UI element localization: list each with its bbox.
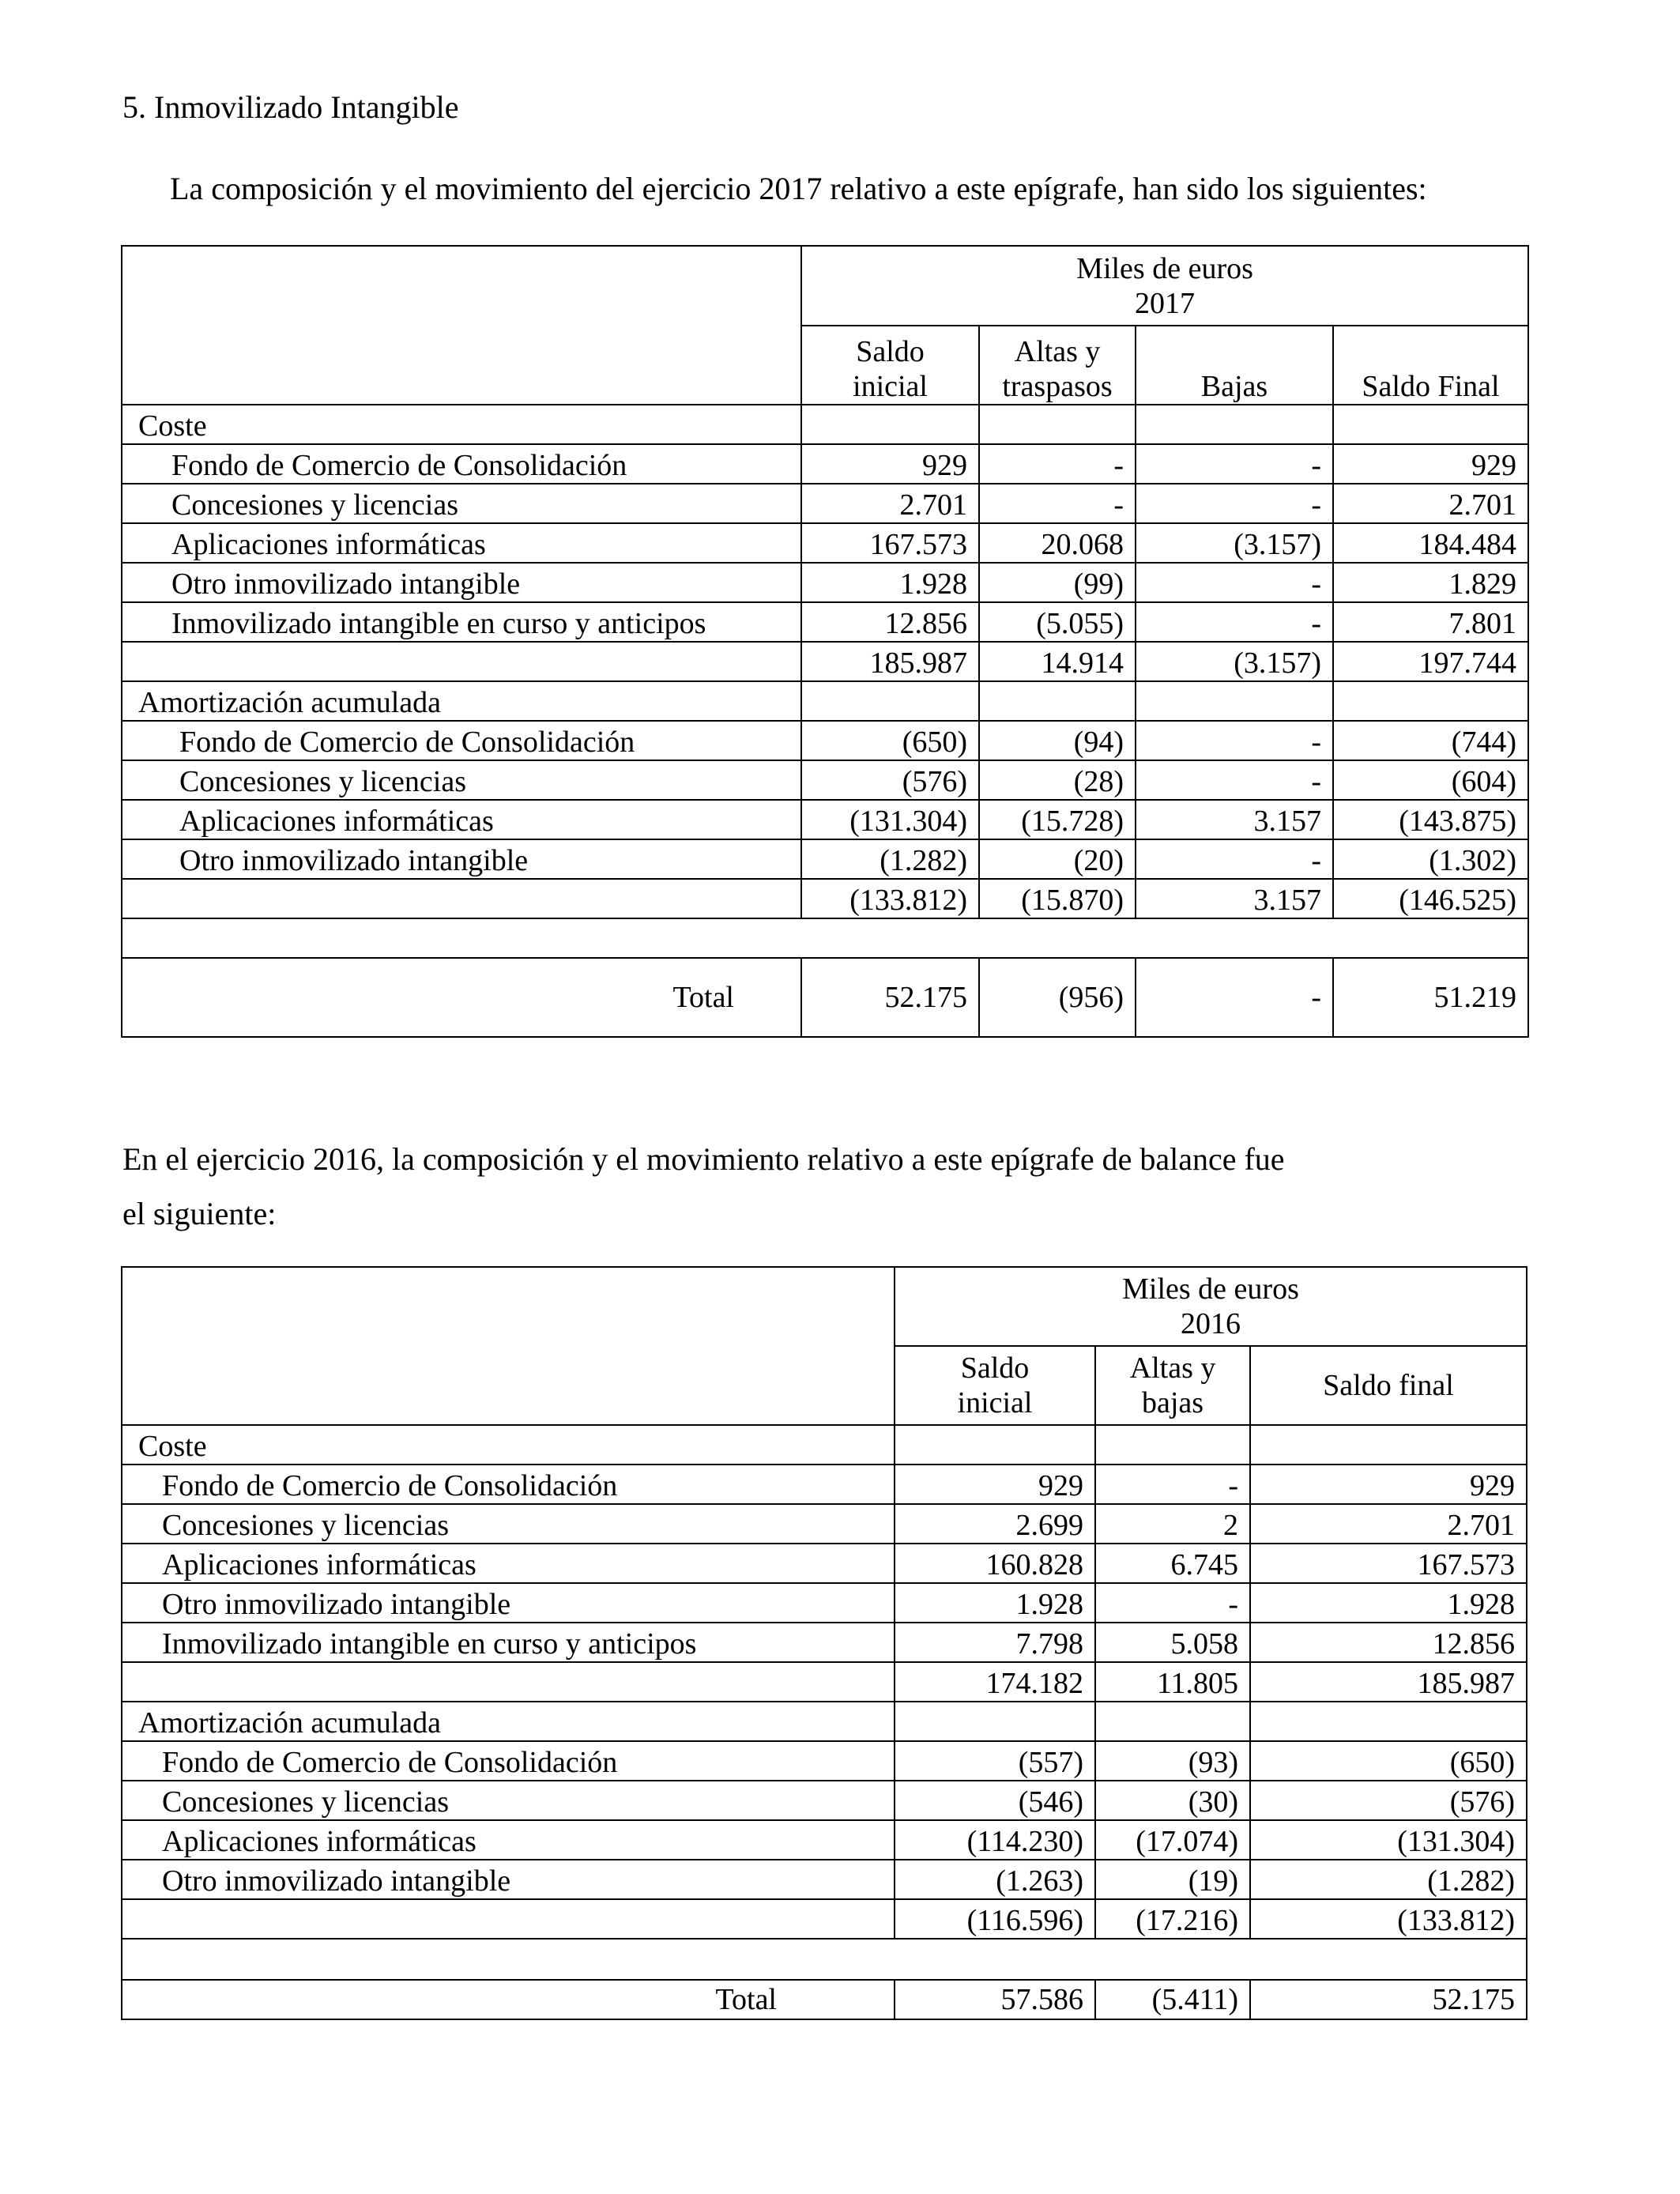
value-cell: 5.058 (1095, 1623, 1250, 1662)
empty-cell (801, 405, 979, 444)
value-cell: 160.828 (895, 1544, 1095, 1583)
value-cell: (19) (1095, 1860, 1250, 1899)
value-cell: (5.411) (1095, 1980, 1250, 2019)
table-row (122, 1583, 1527, 1623)
section-label: Amortización acumulada (122, 1702, 895, 1741)
value-cell: - (1136, 484, 1333, 523)
value-cell: (1.282) (1250, 1860, 1527, 1899)
row-label: Aplicaciones informáticas (122, 523, 801, 563)
column-header-text: traspasos (1002, 370, 1113, 403)
value-cell: 14.914 (979, 642, 1136, 681)
row-label: Fondo de Comercio de Consolidación (122, 1465, 895, 1504)
table-row (122, 760, 1528, 800)
value-cell: 11.805 (1095, 1662, 1250, 1702)
empty-cell (122, 642, 801, 681)
value-cell: - (1136, 721, 1333, 760)
table-row (122, 1544, 1527, 1583)
total-label: Total (122, 958, 801, 1037)
table-row (122, 839, 1528, 879)
section-label: Coste (122, 405, 801, 444)
value-cell: 1.829 (1333, 563, 1528, 602)
empty-cell (979, 681, 1136, 721)
section-row-coste (122, 405, 1528, 444)
empty-cell (895, 1425, 1095, 1465)
value-cell: (3.157) (1136, 523, 1333, 563)
col-header-saldo-inicial (801, 326, 979, 405)
header-unit-year-2017 (801, 246, 1528, 326)
header-blank-cell (122, 1267, 895, 1425)
value-cell: (133.812) (1250, 1899, 1527, 1939)
row-label: Otro inmovilizado intangible (122, 1860, 895, 1899)
value-cell: (114.230) (895, 1820, 1095, 1860)
row-label: Otro inmovilizado intangible (122, 839, 801, 879)
col-header-altas-traspasos (979, 326, 1136, 405)
section-label: Amortización acumulada (122, 681, 801, 721)
unit-label: Miles de euros (1076, 251, 1253, 285)
value-cell: 2 (1095, 1504, 1250, 1544)
column-header-text: inicial (957, 1386, 1033, 1419)
column-header-text: Altas y (1014, 335, 1101, 368)
value-cell: 2.699 (895, 1504, 1095, 1544)
value-cell: 174.182 (895, 1662, 1095, 1702)
col-header-saldo-final (1333, 326, 1528, 405)
col-header-saldo-final (1250, 1346, 1527, 1425)
value-cell: 3.157 (1136, 879, 1333, 918)
intro-paragraph-2016-line1: En el ejercicio 2016, la composición y el movimiento relativo a este epígrafe de balance fue (122, 1141, 1285, 1177)
value-cell: 7.801 (1333, 602, 1528, 642)
value-cell: (17.074) (1095, 1820, 1250, 1860)
value-cell: - (1136, 839, 1333, 879)
row-label: Aplicaciones informáticas (122, 800, 801, 839)
table-row (122, 444, 1528, 484)
empty-cell (1333, 681, 1528, 721)
table-row (122, 1741, 1527, 1781)
header-row-unit (122, 1267, 1527, 1346)
value-cell: 185.987 (801, 642, 979, 681)
column-header-text: Bajas (1200, 370, 1268, 403)
row-label: Otro inmovilizado intangible (122, 563, 801, 602)
col-header-bajas (1136, 326, 1333, 405)
subtotal-row-amortizacion (122, 879, 1528, 918)
empty-row (122, 918, 1528, 958)
value-cell: 57.586 (895, 1980, 1095, 2019)
empty-cell (895, 1702, 1095, 1741)
value-cell: 52.175 (1250, 1980, 1527, 2019)
value-cell: (116.596) (895, 1899, 1095, 1939)
value-cell: 2.701 (1333, 484, 1528, 523)
value-cell: 929 (895, 1465, 1095, 1504)
value-cell: 167.573 (801, 523, 979, 563)
value-cell: 2.701 (801, 484, 979, 523)
table-row (122, 1860, 1527, 1899)
row-label: Fondo de Comercio de Consolidación (122, 721, 801, 760)
unit-label: Miles de euros (1122, 1272, 1299, 1306)
value-cell: 185.987 (1250, 1662, 1527, 1702)
header-blank-cell (122, 246, 801, 405)
col-header-altas-bajas (1095, 1346, 1250, 1425)
value-cell: 929 (1250, 1465, 1527, 1504)
value-cell: 929 (801, 444, 979, 484)
section-row-coste (122, 1425, 1527, 1465)
value-cell: 2.701 (1250, 1504, 1527, 1544)
value-cell: 929 (1333, 444, 1528, 484)
section-row-amortizacion (122, 1702, 1527, 1741)
header-row-unit (122, 246, 1528, 326)
value-cell: (131.304) (801, 800, 979, 839)
header-unit-year-2016 (895, 1267, 1527, 1346)
empty-cell (979, 405, 1136, 444)
empty-cell (122, 1899, 895, 1939)
value-cell: 197.744 (1333, 642, 1528, 681)
value-cell: (557) (895, 1741, 1095, 1781)
value-cell: (143.875) (1333, 800, 1528, 839)
column-header-text: Saldo (960, 1351, 1030, 1385)
column-header-text: Saldo Final (1362, 370, 1500, 403)
value-cell: 7.798 (895, 1623, 1095, 1662)
column-header-text: Saldo (856, 335, 925, 368)
empty-cell (1333, 405, 1528, 444)
value-cell: - (1136, 444, 1333, 484)
row-label: Inmovilizado intangible en curso y anticipos (122, 1623, 895, 1662)
table-row (122, 1465, 1527, 1504)
value-cell: 167.573 (1250, 1544, 1527, 1583)
value-cell: (576) (1250, 1781, 1527, 1820)
value-cell: 3.157 (1136, 800, 1333, 839)
table-row (122, 484, 1528, 523)
value-cell: - (979, 484, 1136, 523)
empty-cell (1136, 681, 1333, 721)
value-cell: - (979, 444, 1136, 484)
table-row (122, 602, 1528, 642)
empty-cell (122, 918, 1528, 958)
value-cell: (956) (979, 958, 1136, 1037)
section-heading: 5. Inmovilizado Intangible (122, 89, 459, 125)
total-row (122, 1980, 1527, 2019)
value-cell: (15.870) (979, 879, 1136, 918)
value-cell: 1.928 (895, 1583, 1095, 1623)
value-cell: (94) (979, 721, 1136, 760)
value-cell: (1.302) (1333, 839, 1528, 879)
empty-cell (1136, 405, 1333, 444)
table-row (122, 721, 1528, 760)
empty-cell (122, 1939, 1527, 1980)
value-cell: - (1136, 563, 1333, 602)
value-cell: 6.745 (1095, 1544, 1250, 1583)
value-cell: (650) (1250, 1741, 1527, 1781)
value-cell: (5.055) (979, 602, 1136, 642)
value-cell: - (1136, 958, 1333, 1037)
value-cell: (1.263) (895, 1860, 1095, 1899)
row-label: Otro inmovilizado intangible (122, 1583, 895, 1623)
value-cell: 52.175 (801, 958, 979, 1037)
value-cell: 12.856 (801, 602, 979, 642)
value-cell: 51.219 (1333, 958, 1528, 1037)
value-cell: (30) (1095, 1781, 1250, 1820)
value-cell: (93) (1095, 1741, 1250, 1781)
value-cell: 12.856 (1250, 1623, 1527, 1662)
row-label: Fondo de Comercio de Consolidación (122, 444, 801, 484)
value-cell: (17.216) (1095, 1899, 1250, 1939)
value-cell: (546) (895, 1781, 1095, 1820)
row-label: Inmovilizado intangible en curso y anticipos (122, 602, 801, 642)
column-header-text: inicial (853, 370, 928, 403)
row-label: Concesiones y licencias (122, 1781, 895, 1820)
total-row (122, 958, 1528, 1037)
value-cell: (604) (1333, 760, 1528, 800)
column-header-text: Saldo final (1323, 1369, 1454, 1402)
value-cell: - (1136, 602, 1333, 642)
empty-cell (122, 879, 801, 918)
empty-cell (1095, 1702, 1250, 1741)
column-header-text: Altas y (1129, 1351, 1216, 1385)
row-label: Aplicaciones informáticas (122, 1544, 895, 1583)
value-cell: (650) (801, 721, 979, 760)
value-cell: (146.525) (1333, 879, 1528, 918)
empty-cell (122, 1662, 895, 1702)
empty-cell (801, 681, 979, 721)
row-label: Concesiones y licencias (122, 484, 801, 523)
table-row (122, 563, 1528, 602)
table-row (122, 1820, 1527, 1860)
table-row (122, 1623, 1527, 1662)
value-cell: (99) (979, 563, 1136, 602)
row-label: Aplicaciones informáticas (122, 1820, 895, 1860)
column-header-text: bajas (1141, 1386, 1204, 1419)
value-cell: (3.157) (1136, 642, 1333, 681)
total-label: Total (122, 1980, 895, 2019)
empty-cell (1095, 1425, 1250, 1465)
section-row-amortizacion (122, 681, 1528, 721)
value-cell: (15.728) (979, 800, 1136, 839)
table-row (122, 800, 1528, 839)
row-label: Concesiones y licencias (122, 1504, 895, 1544)
value-cell: 1.928 (801, 563, 979, 602)
value-cell: - (1136, 760, 1333, 800)
subtotal-row-coste (122, 1662, 1527, 1702)
empty-cell (1250, 1425, 1527, 1465)
value-cell: (133.812) (801, 879, 979, 918)
value-cell: (131.304) (1250, 1820, 1527, 1860)
value-cell: (1.282) (801, 839, 979, 879)
value-cell: (744) (1333, 721, 1528, 760)
col-header-saldo-inicial (895, 1346, 1095, 1425)
value-cell: 20.068 (979, 523, 1136, 563)
value-cell: 1.928 (1250, 1583, 1527, 1623)
value-cell: (20) (979, 839, 1136, 879)
table-row (122, 1504, 1527, 1544)
empty-cell (1250, 1702, 1527, 1741)
empty-row (122, 1939, 1527, 1980)
value-cell: 184.484 (1333, 523, 1528, 563)
subtotal-row-amortizacion (122, 1899, 1527, 1939)
row-label: Concesiones y licencias (122, 760, 801, 800)
intro-paragraph-2017: La composición y el movimiento del ejercicio 2017 relativo a este epígrafe, han sido los siguientes: (170, 171, 1427, 206)
value-cell: - (1095, 1583, 1250, 1623)
table-row (122, 1781, 1527, 1820)
row-label: Fondo de Comercio de Consolidación (122, 1741, 895, 1781)
table-row (122, 523, 1528, 563)
value-cell: - (1095, 1465, 1250, 1504)
year-label: 2017 (1135, 286, 1196, 320)
subtotal-row-coste (122, 642, 1528, 681)
table-2016 (121, 1266, 1527, 2020)
value-cell: (28) (979, 760, 1136, 800)
value-cell: (576) (801, 760, 979, 800)
table-2017 (121, 245, 1529, 1038)
year-label: 2016 (1181, 1307, 1241, 1340)
section-label: Coste (122, 1425, 895, 1465)
intro-paragraph-2016-line2: el siguiente: (122, 1196, 277, 1231)
